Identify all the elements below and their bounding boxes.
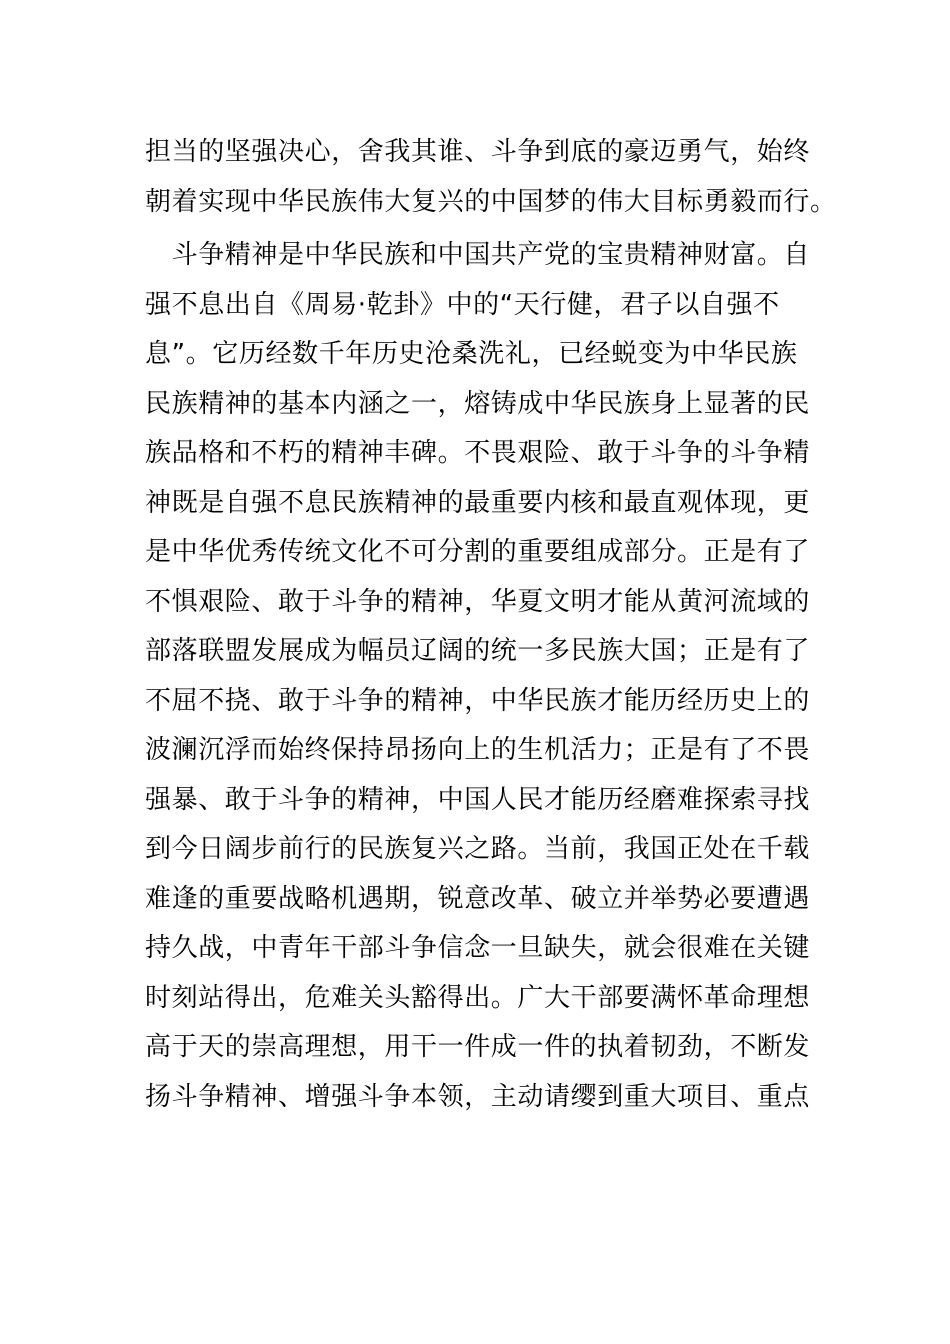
text-line: 神既是自强不息民族精神的最重要内核和最直观体现，更 xyxy=(145,487,811,518)
text-line: 难逢的重要战略机遇期，锐意改革、破立并举势必要遭遇 xyxy=(145,883,811,914)
text-line: 不屈不挠、敢于斗争的精神，中华民族才能历经历史上的 xyxy=(145,685,811,716)
text-line: 扬斗争精神、增强斗争本领，主动请缨到重大项目、重点 xyxy=(145,1081,811,1112)
paragraph-1 xyxy=(145,128,837,227)
text-line: 到今日阔步前行的民族复兴之路。当前，我国正处在千载 xyxy=(145,834,811,864)
text-line: 担当的坚强决心，舍我其谁、斗争到底的豪迈勇气，始终 xyxy=(145,137,811,167)
text-line: 斗争精神是中华民族和中国共产党的宝贵精神财富。自 xyxy=(145,240,811,270)
text-line: 时刻站得出，危难关头豁得出。广大干部要满怀革命理想 xyxy=(145,982,811,1013)
text-line: 高于天的崇高理想，用干一件成一件的执着韧劲，不断发 xyxy=(145,1032,811,1062)
text-line: 强暴、敢于斗争的精神，中国人民才能历经磨难探索寻找 xyxy=(145,784,811,815)
text-line: 民族精神的基本内涵之一，熔铸成中华民族身上显著的民 xyxy=(145,388,811,419)
text-line: 不惧艰险、敢于斗争的精神，华夏文明才能从黄河流域的 xyxy=(145,586,811,617)
text-line: 波澜沉浮而始终保持昂扬向上的生机活力；正是有了不畏 xyxy=(145,735,811,765)
text-line: 息”。它历经数千年历史沧桑洗礼，已经蜕变为中华民族 xyxy=(145,339,798,369)
text-line: 强不息出自《周易·乾卦》中的“天行健，君子以自强不 xyxy=(145,289,780,320)
text-line: 朝着实现中华民族伟大复兴的中国梦的伟大目标勇毅而行。 xyxy=(145,186,837,217)
body-text xyxy=(145,128,837,1122)
paragraph-2 xyxy=(145,231,811,1122)
text-line: 族品格和不朽的精神丰碑。不畏艰险、敢于斗争的斗争精 xyxy=(145,438,811,468)
text-line: 部落联盟发展成为幅员辽阔的统一多民族大国；正是有了 xyxy=(145,636,811,666)
text-line: 持久战，中青年干部斗争信念一旦缺失，就会很难在关键 xyxy=(145,933,811,963)
text-line: 是中华优秀传统文化不可分割的重要组成部分。正是有了 xyxy=(145,537,811,567)
